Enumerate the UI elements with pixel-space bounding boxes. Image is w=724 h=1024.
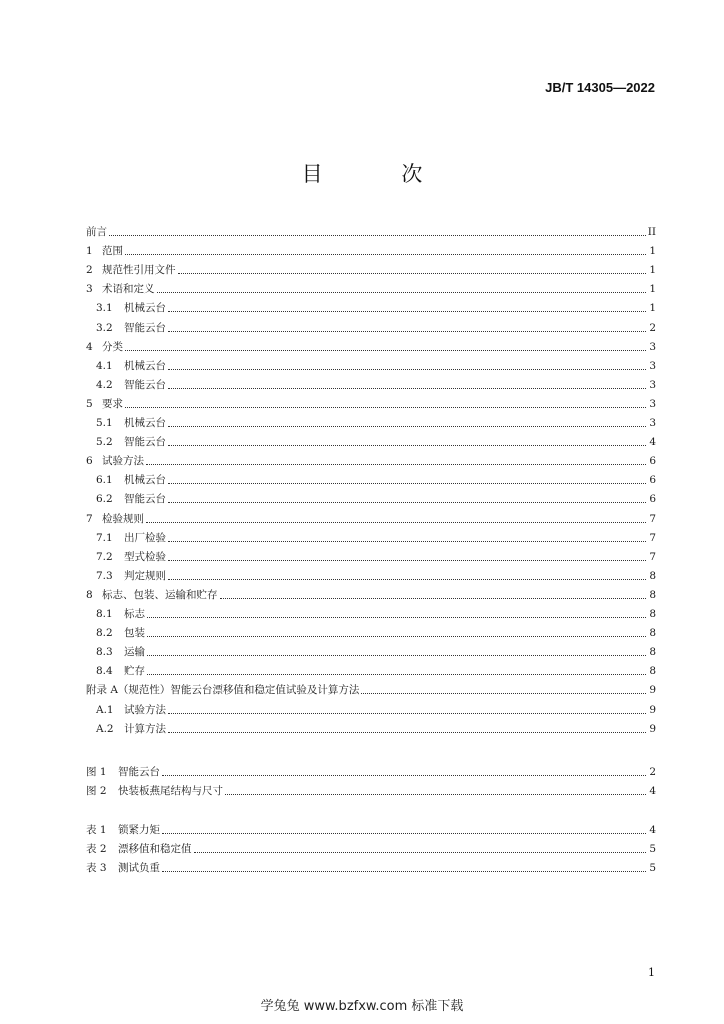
toc-entry-page: 7 — [649, 512, 656, 525]
toc-entry-label — [96, 321, 166, 335]
toc-entry-title: 判定规则 — [124, 569, 166, 582]
toc-entry-title: 出厂检验 — [124, 531, 166, 544]
toc-entry-page: 1 — [649, 264, 656, 277]
toc-entry-label — [86, 225, 107, 239]
toc-entry-page: 3 — [649, 417, 656, 429]
toc-entry-title: 智能云台 — [118, 766, 160, 778]
toc-entry-page: 2 — [649, 321, 656, 334]
toc-entry-label — [86, 588, 218, 602]
toc-entry[interactable] — [86, 354, 656, 373]
standard-number: JB/T 14305—2022 — [545, 80, 655, 95]
toc-entry-number: 5 — [86, 397, 93, 410]
toc-entry-number: 8.2 — [96, 627, 113, 640]
toc-entry-page: 6 — [649, 474, 656, 487]
toc-entry-label — [86, 263, 176, 277]
toc-entry-number: 3 — [86, 283, 93, 296]
toc-entry-page: 4 — [649, 436, 656, 449]
toc-entry-label — [86, 454, 144, 468]
toc-entry-page: 5 — [649, 862, 656, 875]
toc-entry-page: 4 — [649, 785, 656, 798]
toc-entry-label — [96, 416, 166, 430]
dot-leader — [147, 674, 646, 675]
toc-entry-label — [96, 664, 145, 678]
table-list-entry[interactable] — [86, 837, 656, 856]
dot-leader — [168, 369, 646, 370]
toc-entry-label — [96, 435, 166, 449]
toc-entry-title: 附录 A（规范性）智能云台漂移值和稳定值试验及计算方法 — [86, 684, 360, 697]
toc-entry-number: 表 3 — [86, 862, 107, 875]
toc-entry-title: 智能云台 — [124, 493, 166, 506]
toc-entry-title: 机械云台 — [124, 474, 166, 487]
toc-entry-title: 机械云台 — [124, 359, 166, 372]
figure-list-entry[interactable] — [86, 760, 656, 779]
dot-leader — [168, 560, 646, 561]
dot-leader — [147, 636, 646, 637]
toc-entry-title: 范围 — [102, 245, 123, 258]
toc-entry-title: 机械云台 — [124, 417, 166, 429]
toc-entry-number: 4 — [86, 340, 93, 353]
toc-entry-number: 8.1 — [96, 608, 113, 620]
toc-entry-number: 7.3 — [96, 569, 113, 582]
toc-entry[interactable] — [86, 602, 656, 621]
toc-entry[interactable] — [86, 698, 656, 717]
toc-entry-page: 3 — [649, 397, 656, 410]
dot-leader — [194, 852, 647, 853]
page-title: 目 次 — [301, 162, 459, 186]
toc-entry-page: 3 — [649, 340, 656, 353]
toc-entry-number: 表 1 — [86, 824, 107, 836]
toc-entry-title: 试验方法 — [102, 455, 144, 468]
toc-entry[interactable] — [86, 296, 656, 315]
toc-entry-page: 7 — [649, 531, 656, 544]
dot-leader — [157, 292, 647, 293]
toc-entry-number: 6.1 — [96, 474, 113, 487]
toc-entry-number: 6.2 — [96, 493, 113, 506]
toc-entry-page: 8 — [649, 588, 656, 601]
dot-leader — [162, 871, 646, 872]
toc-entry-number: 4.2 — [96, 378, 113, 391]
dot-leader — [168, 732, 646, 733]
toc-entry[interactable] — [86, 545, 656, 564]
dot-leader — [225, 794, 646, 795]
toc-entry[interactable] — [86, 449, 656, 468]
dot-leader — [220, 598, 647, 599]
toc-entry[interactable] — [86, 678, 656, 697]
toc-entry-label — [96, 378, 166, 392]
toc-entry-label — [86, 512, 144, 526]
table-list-entry[interactable] — [86, 818, 656, 837]
toc-entry-title: 智能云台 — [124, 436, 166, 449]
toc-entry[interactable] — [86, 583, 656, 602]
dot-leader — [168, 502, 646, 503]
toc-entry-number: 7 — [86, 512, 93, 525]
toc-entry-number: 2 — [86, 264, 93, 277]
toc-entry-title: 标志 — [124, 608, 145, 620]
toc-entry-page: 7 — [649, 550, 656, 563]
dot-leader — [109, 235, 646, 236]
toc-entry-number: 6 — [86, 455, 93, 468]
toc-entry-label — [96, 550, 166, 564]
toc-entry-page: 6 — [649, 493, 656, 506]
dot-leader — [168, 541, 646, 542]
toc-entry[interactable] — [86, 220, 656, 239]
toc-entry-number: 7.1 — [96, 531, 113, 544]
dot-leader — [162, 833, 646, 834]
toc-entry-title: 漂移值和稳定值 — [118, 843, 192, 856]
toc-entry-number: 1 — [86, 245, 93, 258]
toc-entry-page: 9 — [649, 684, 656, 697]
toc-entry[interactable] — [86, 392, 656, 411]
toc-entry-page: 8 — [649, 627, 656, 640]
toc-entry-label — [96, 722, 166, 736]
toc-entry-label — [86, 340, 123, 354]
toc-entry-label — [86, 861, 160, 875]
toc-entry-page: 1 — [649, 302, 656, 315]
toc-entry-page: 4 — [649, 824, 656, 836]
dot-leader — [147, 655, 646, 656]
toc-entry-title: 型式检验 — [124, 550, 166, 563]
toc-entry[interactable] — [86, 564, 656, 583]
toc-entry-label — [96, 626, 145, 640]
toc-entry-page: 3 — [649, 378, 656, 391]
dot-leader — [146, 464, 646, 465]
dot-leader — [168, 713, 646, 714]
figure-list-entry[interactable] — [86, 779, 656, 798]
toc-entry[interactable] — [86, 316, 656, 335]
toc-entry-number: A.2 — [96, 722, 114, 735]
toc-entry-title: 智能云台 — [124, 321, 166, 334]
dot-leader — [168, 426, 646, 427]
page-number: 1 — [648, 966, 655, 979]
toc-entry-title: 计算方法 — [124, 722, 166, 735]
toc-entry-number: 4.1 — [96, 359, 113, 372]
toc-entry-number: 表 2 — [86, 843, 107, 856]
toc-entry-title: 术语和定义 — [102, 283, 155, 296]
toc-entry[interactable] — [86, 717, 656, 736]
toc-entry-page: 1 — [649, 283, 656, 296]
toc-entry-title: 运输 — [124, 646, 145, 659]
toc-entry[interactable] — [86, 507, 656, 526]
toc-entry-label — [86, 784, 223, 798]
toc-entry[interactable] — [86, 468, 656, 487]
toc-entry-number: 图 1 — [86, 766, 107, 778]
toc-entry[interactable] — [86, 640, 656, 659]
toc-entry-label — [86, 244, 123, 258]
toc-entry-page: 6 — [649, 455, 656, 468]
toc-entry-number: 7.2 — [96, 550, 113, 563]
toc-entry-label — [96, 301, 166, 315]
table-list-entry[interactable] — [86, 856, 656, 875]
toc-entry-title: 测试负重 — [118, 862, 160, 875]
toc-entry-label — [86, 683, 359, 697]
toc-entry-number: 8.3 — [96, 646, 113, 659]
toc-entry-title: 贮存 — [124, 665, 145, 678]
toc-entry-page: 1 — [649, 245, 656, 258]
toc-entry-page: 8 — [649, 646, 656, 659]
toc-entry-number: A.1 — [96, 703, 114, 716]
toc-entry-title: 标志、包装、运输和贮存 — [102, 588, 218, 601]
toc-entry-title: 机械云台 — [124, 302, 166, 315]
toc-entry-label — [86, 823, 160, 837]
dot-leader — [125, 350, 646, 351]
toc-entry-number: 图 2 — [86, 785, 107, 798]
toc-entry[interactable] — [86, 277, 656, 296]
dot-leader — [168, 331, 646, 332]
toc-entry-number: 8.4 — [96, 665, 113, 678]
toc-entry-title: 锁紧力矩 — [118, 824, 160, 836]
toc-entry[interactable] — [86, 335, 656, 354]
toc-entry-page: 5 — [649, 843, 656, 856]
toc-entry-page: 8 — [649, 569, 656, 582]
dot-leader — [162, 775, 646, 776]
toc-entry-title: 检验规则 — [102, 512, 144, 525]
toc-entry[interactable] — [86, 239, 656, 258]
toc-entry-number: 3.2 — [96, 321, 113, 334]
toc-entry-label — [96, 473, 166, 487]
toc-entry[interactable] — [86, 411, 656, 430]
toc-entry-page: 3 — [649, 359, 656, 372]
dot-leader — [168, 388, 646, 389]
toc-entry-page: 9 — [649, 703, 656, 716]
toc-entry-label — [96, 492, 166, 506]
toc-entry-number: 5.1 — [96, 417, 113, 429]
dot-leader — [125, 407, 646, 408]
toc-entry-page: 8 — [649, 665, 656, 678]
toc-entry-label — [96, 607, 145, 621]
dot-leader — [168, 579, 646, 580]
dot-leader — [168, 445, 646, 446]
toc-entry-title: 试验方法 — [124, 703, 166, 716]
toc-entry[interactable] — [86, 659, 656, 678]
toc-entry-label — [96, 703, 166, 717]
toc-entry-page: 2 — [649, 766, 656, 778]
toc-entry-title: 规范性引用文件 — [102, 264, 176, 277]
toc-entry-number: 8 — [86, 588, 93, 601]
toc-entry-title: 快装板燕尾结构与尺寸 — [118, 785, 223, 798]
toc-entry[interactable] — [86, 258, 656, 277]
toc-entry-label — [86, 397, 123, 411]
toc-entry[interactable] — [86, 373, 656, 392]
toc-entry-number: 5.2 — [96, 436, 113, 449]
toc-entry[interactable] — [86, 430, 656, 449]
dot-leader — [125, 254, 646, 255]
toc-entry-page: 9 — [649, 722, 656, 735]
dot-leader — [146, 522, 646, 523]
dot-leader — [168, 483, 646, 484]
toc-entry[interactable] — [86, 487, 656, 506]
toc-entry-label — [96, 645, 145, 659]
toc-entry-title: 分类 — [102, 340, 123, 353]
toc-entry-label — [86, 842, 192, 856]
toc-entry-title: 包装 — [124, 627, 145, 640]
watermark-text: 学兔兔 www.bzfxw.com 标准下载 — [260, 999, 464, 1014]
toc-entry-page: II — [647, 226, 656, 238]
toc-entry[interactable] — [86, 526, 656, 545]
toc-entry-title: 前言 — [86, 226, 107, 238]
toc-entry-label — [96, 359, 166, 373]
dot-leader — [168, 311, 646, 312]
dot-leader — [147, 617, 646, 618]
toc-entry-title: 智能云台 — [124, 378, 166, 391]
dot-leader — [361, 693, 646, 694]
toc-entry-page: 8 — [649, 608, 656, 620]
toc-entry-number: 3.1 — [96, 302, 113, 315]
toc-entry-label — [86, 282, 155, 296]
toc-entry-title: 要求 — [102, 397, 123, 410]
toc-entry-label — [96, 531, 166, 545]
toc-entry-label — [96, 569, 166, 583]
dot-leader — [178, 273, 647, 274]
toc-entry-label — [86, 765, 160, 779]
toc-entry[interactable] — [86, 621, 656, 640]
